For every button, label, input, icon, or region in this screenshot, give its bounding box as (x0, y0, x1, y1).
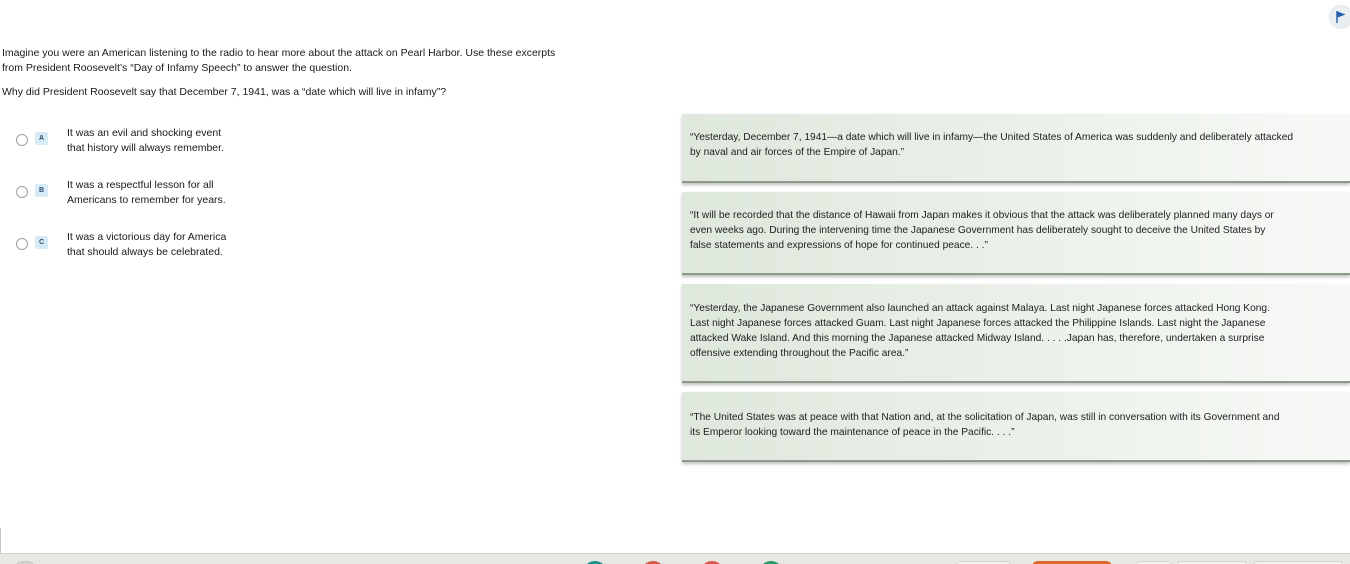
prompt-intro (2, 46, 622, 75)
prompt-intro-line: Imagine you were an American listening to the radio to hear more about the attack on Pearl Harbor. Use these excerpts (2, 47, 556, 59)
choice-letter-badge: C (35, 236, 48, 249)
choice-label-line: Americans to remember for years. (67, 194, 226, 206)
excerpt-text (690, 410, 1346, 440)
excerpt-line: false statements and expressions of hope for continued peace. . .” (690, 240, 988, 251)
choice-c[interactable] (16, 232, 276, 266)
choice-label-line: It was a victorious day for America (67, 231, 227, 243)
choice-label-line: that should always be celebrated. (67, 246, 223, 258)
question-text: Why did President Roosevelt say that December 7, 1941, was a “date which will live in infamy”? (2, 86, 447, 98)
excerpt-line: “It will be recorded that the distance of Hawaii from Japan makes it obvious that the attack was deliberately planned many days or (690, 210, 1274, 221)
excerpt-line: attacked Wake Island. And this morning the Japanese attacked Midway Island. . . . .Japan has, therefore, undertaken a surprise (690, 333, 1265, 344)
speech-excerpt-2 (682, 192, 1350, 275)
choice-letter-badge: B (35, 184, 48, 197)
speech-excerpt-3 (682, 284, 1350, 383)
flag-icon (1335, 10, 1347, 24)
choice-b[interactable] (16, 180, 276, 214)
radio-button-c[interactable] (16, 238, 28, 250)
excerpt-line: “Yesterday, the Japanese Government also launched an attack against Malaya. Last night Japanese forces attacked Hong Kong. (690, 303, 1270, 314)
excerpt-line: its Emperor looking toward the maintenance of peace in the Pacific. . . .” (690, 427, 1015, 438)
choice-label (67, 126, 267, 156)
flag-for-review-button[interactable] (1330, 6, 1350, 28)
choice-a[interactable] (16, 128, 276, 162)
speech-excerpt-4 (682, 392, 1350, 462)
excerpt-line: “Yesterday, December 7, 1941—a date which will live in infamy—the United States of America was suddenly and deliberately attacked (690, 132, 1294, 143)
choice-label (67, 230, 267, 260)
radio-button-a[interactable] (16, 134, 28, 146)
excerpt-line: Last night Japanese forces attacked Guam. Last night Japanese forces attacked the Philippine Islands. Last night the Japanese (690, 318, 1266, 329)
prompt-intro-line: from President Roosevelt’s “Day of Infamy Speech” to answer the question. (2, 61, 352, 74)
bottom-toolbar (0, 553, 1350, 564)
choice-label-line: that history will always remember. (67, 142, 224, 154)
excerpt-text (690, 130, 1346, 160)
choice-label-line: It was a respectful lesson for all (67, 179, 214, 191)
choice-letter-badge: A (35, 132, 48, 145)
excerpt-line: even weeks ago. During the intervening time the Japanese Government has deliberately sought to deceive the United States by (690, 225, 1266, 236)
excerpt-line: by naval and air forces of the Empire of Japan.” (690, 147, 905, 158)
speech-excerpt-1 (682, 114, 1350, 183)
choice-label (67, 178, 267, 208)
excerpt-line: offensive extending throughout the Pacific area.” (690, 348, 909, 359)
radio-button-b[interactable] (16, 186, 28, 198)
divider (0, 528, 1, 553)
choice-label-line: It was an evil and shocking event (67, 127, 222, 139)
excerpt-text (690, 301, 1346, 361)
excerpt-line: “The United States was at peace with that Nation and, at the solicitation of Japan, was still in conversation with its Government and (690, 412, 1280, 423)
excerpt-text (690, 208, 1346, 253)
